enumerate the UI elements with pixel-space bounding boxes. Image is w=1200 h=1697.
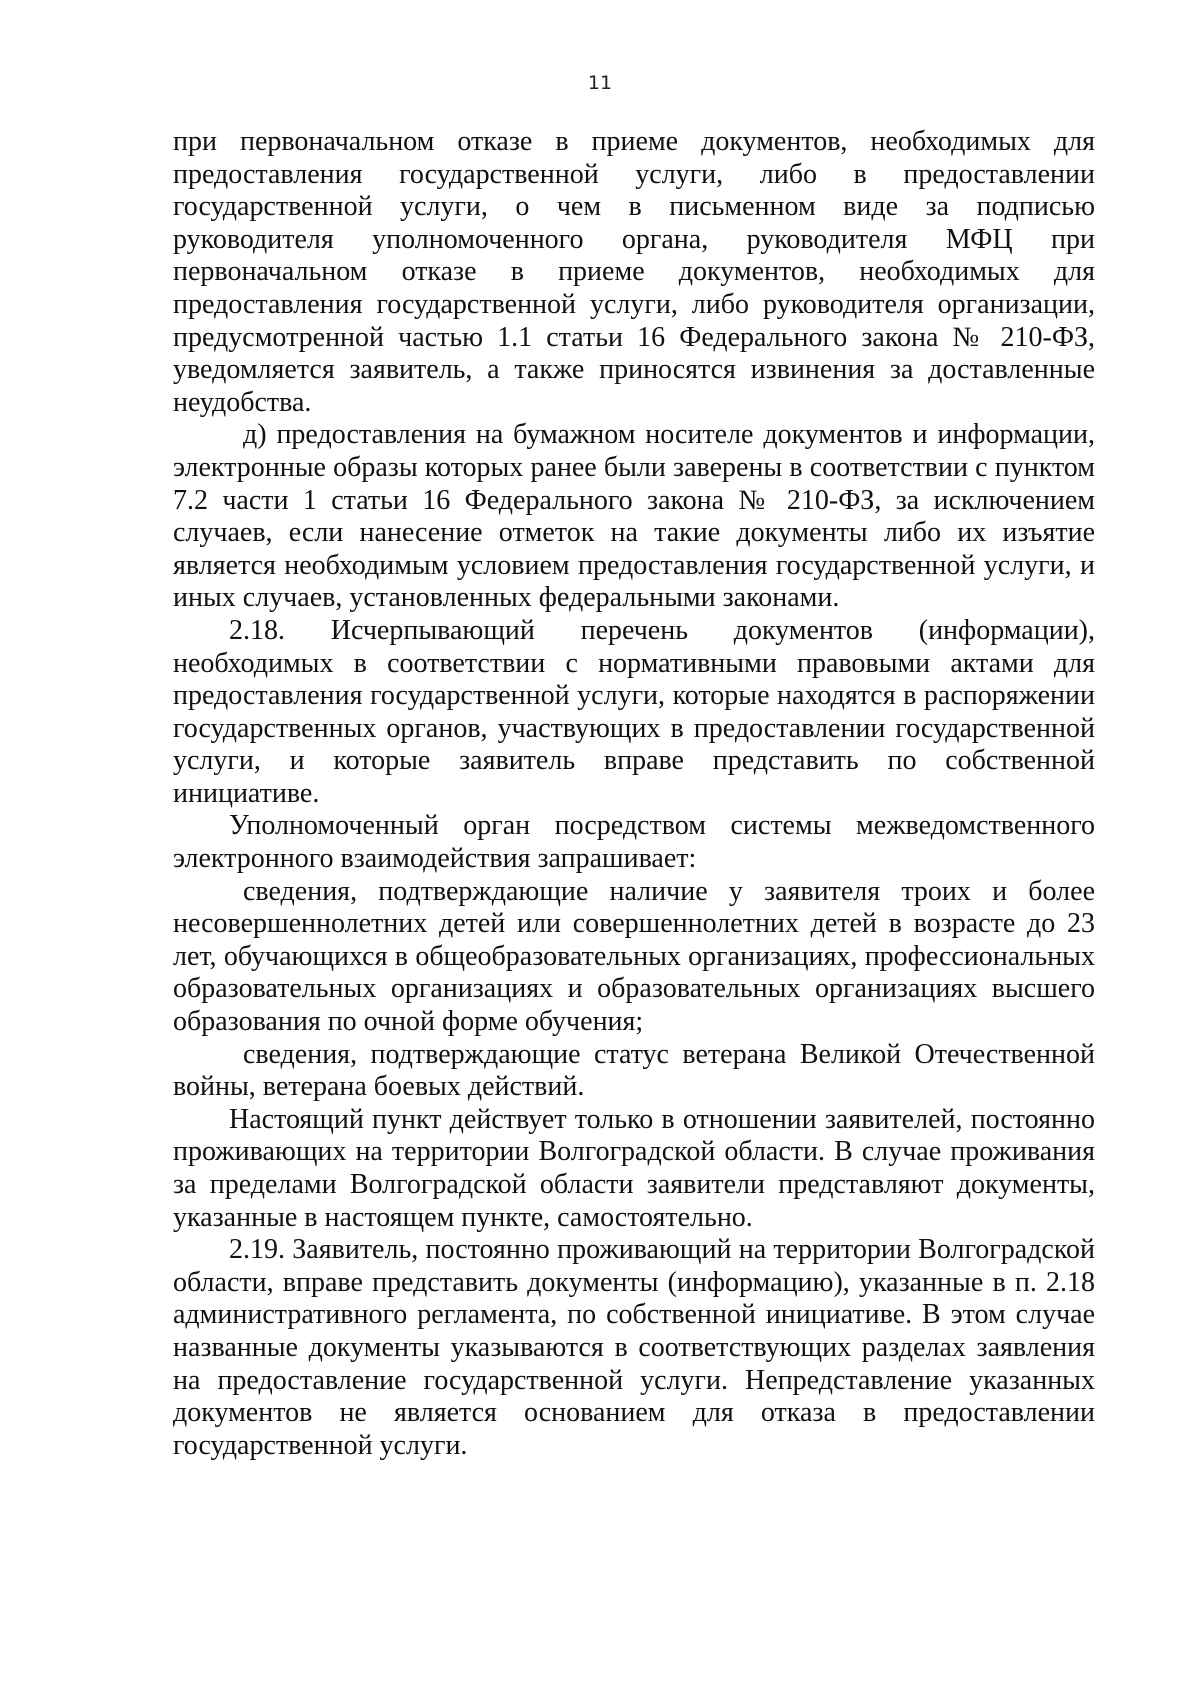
paragraph-2-19: 2.19. Заявитель, постоянно проживающий на территории Волгоградской области, вправе представить документы (информацию), указанные в п. 2.18 административного регламента, по собственной инициативе. В этом случае названные документы указываются в соответствующих разделах заявления на предоставление государственной услуги. Непредставление указанных документов не является основанием для отказа в предоставлении государственной услуги. xyxy=(173,1234,1095,1461)
document-body xyxy=(173,126,1095,1462)
paragraph-applicability: Настоящий пункт действует только в отношении заявителей, постоянно проживающих на территории Волгоградской области. В случае проживания за пределами Волгоградской области заявители представляют документы, указанные в настоящем пункте, самостоятельно. xyxy=(173,1103,1095,1233)
paragraph-info-veteran: сведения, подтверждающие статус ветерана Великой Отечественной войны, ветерана боевых действий. xyxy=(173,1038,1095,1103)
paragraph-refusal-continuation: при первоначальном отказе в приеме документов, необходимых для предоставления государственной услуги, либо в предоставлении государственной услуги, о чем в письменном виде за подписью руководителя уполномоченного органа, руководителя МФЦ при первоначальном отказе в приеме документов, необходимых для предоставления государственной услуги, либо руководителя организации, предусмотренной частью 1.1 статьи 16 Федерального закона № 210-ФЗ, уведомляется заявитель, а также приносятся извинения за доставленные неудобства. xyxy=(173,126,1095,418)
page-number: 11 xyxy=(587,72,613,94)
paragraph-authority-requests: Уполномоченный орган посредством системы межведомственного электронного взаимодействия запрашивает: xyxy=(173,810,1095,875)
paragraph-2-18: 2.18. Исчерпывающий перечень документов (информации), необходимых в соответствии с нормативными правовыми актами для предоставления государственной услуги, которые находятся в распоряжении государственных органов, участвующих в предоставлении государственной услуги, и которые заявитель вправе представить по собственной инициативе. xyxy=(173,614,1095,809)
paragraph-item-d: д) предоставления на бумажном носителе документов и информации, электронные образы которых ранее были заверены в соответствии с пунктом 7.2 части 1 статьи 16 Федерального закона № 210-ФЗ, за исключением случаев, если нанесение отметок на такие документы либо их изъятие является необходимым условием предоставления государственной услуги, и иных случаев, установленных федеральными законами. xyxy=(173,419,1095,614)
paragraph-info-children: сведения, подтверждающие наличие у заявителя троих и более несовершеннолетних детей или совершеннолетних детей в возрасте до 23 лет, обучающихся в общеобразовательных организациях, профессиональных образовательных организациях и образовательных организациях высшего образования по очной форме обучения; xyxy=(173,875,1095,1038)
